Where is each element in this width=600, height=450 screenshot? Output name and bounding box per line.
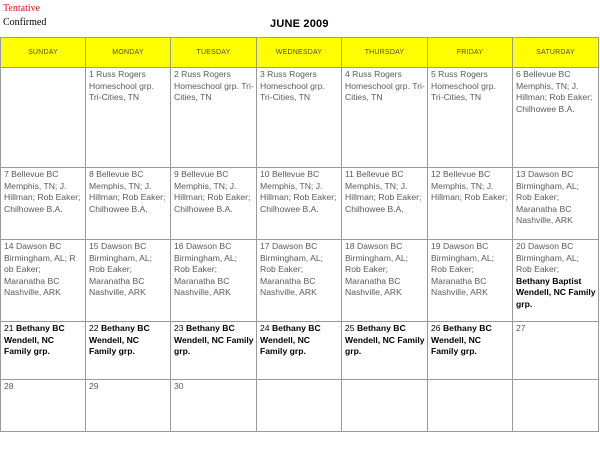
legend-tentative: Tentative [3,3,41,14]
day-cell [428,322,513,380]
day-cell-text: 18 Dawson BC Birmingham, AL; Rob Eaker; Maranatha BC Nashville, ARK [345,241,409,298]
week-row [1,240,599,322]
day-cell-text: 9 Bellevue BC Memphis, TN; J. Hillman; Rob Eaker; Chilhowee B.A. [174,169,251,214]
day-cell-text: 16 Dawson BC Birmingham, AL; Rob Eaker; Maranatha BC Nashville, ARK [174,241,238,298]
day-cell [513,380,599,432]
day-cell-text: Bethany BC Wendell, NC Family grp. [345,323,425,357]
day-cell [513,240,599,322]
day-cell-text: Bethany BC Wendell, NC Family grp. [431,323,492,357]
day-cell-text: 4 Russ Rogers Homeschool grp. Tri-Cities, TN [345,69,425,103]
day-cell-text: 26 [431,323,441,333]
day-cell [342,380,428,432]
day-cell-text: 5 Russ Rogers Homeschool grp. Tri-Cities, TN [431,69,496,103]
day-cell [342,322,428,380]
day-cell [86,322,171,380]
day-cell [1,68,86,168]
weekday-header: TUESDAY [171,38,257,68]
day-cell-text: 23 [174,323,186,333]
week-row [1,380,599,432]
day-cell-text: 20 Dawson BC Birmingham, AL; Rob Eaker; [516,241,580,275]
day-cell-text: Bethany BC Wendell, NC Family grp. [174,323,254,357]
day-cell-text: 11 Bellevue BC Memphis, TN; J. Hillman; Rob Eaker; Chilhowee B.A. [345,169,422,214]
day-cell [257,240,342,322]
day-cell [86,240,171,322]
day-cell [513,322,599,380]
weekday-header: FRIDAY [428,38,513,68]
day-cell [1,168,86,240]
day-cell-text: 3 Russ Rogers Homeschool grp. Tri-Cities, TN [260,69,325,103]
day-cell [428,380,513,432]
day-cell [428,168,513,240]
weekday-header: MONDAY [86,38,171,68]
day-cell [171,240,257,322]
day-cell-text: Chilhowee B.A. [516,103,575,114]
weekday-header-row [1,38,599,68]
day-cell [257,380,342,432]
legend [3,2,46,30]
day-cell [342,240,428,322]
day-cell [1,240,86,322]
weekday-header: SATURDAY [513,38,599,68]
calendar-grid [0,37,599,432]
day-cell [171,380,257,432]
week-row [1,68,599,168]
weekday-header: THURSDAY [342,38,428,68]
day-cell-text: 13 Dawson BC Birmingham, AL; Rob Eaker; Maranatha BC Nashville, ARK [516,169,580,226]
weekday-header: WEDNESDAY [257,38,342,68]
day-cell [342,68,428,168]
day-cell-text: 7 Bellevue BC Memphis, TN; J. Hillman; Rob Eaker; Chilhowee B.A. [4,169,81,214]
day-cell-text: 14 Dawson BC Birmingham, AL; R ob Eaker; Maranatha BC Nashville, ARK [4,241,76,298]
day-cell [1,322,86,380]
day-cell-text: 10 Bellevue BC Memphis, TN; J. Hillman; Rob Eaker; Chilhowee B.A. [260,169,337,214]
day-cell-text: 1 Russ Rogers Homeschool grp. Tri-Cities, TN [89,69,154,103]
day-cell-text: 6 Bellevue BC Memphis, TN; J. Hillman; Rob Eaker; [516,69,593,103]
day-cell [171,68,257,168]
day-cell-text: 12 Bellevue BC Memphis, TN; J. Hillman; Rob Eaker; [431,169,508,203]
day-cell-text: 28 [4,381,14,391]
day-cell [1,380,86,432]
day-cell [342,168,428,240]
day-cell-text: 25 [345,323,355,333]
day-cell [86,68,171,168]
day-cell-text: 19 Dawson BC Birmingham, AL; Rob Eaker; Maranatha BC Nashville, ARK [431,241,495,298]
calendar-title: JUNE 2009 [270,18,329,30]
day-cell-text: 17 Dawson BC Birmingham, AL; Rob Eaker; Maranatha BC Nashville, ARK [260,241,324,298]
day-cell-text: 15 Dawson BC Birmingham, AL; Rob Eaker; Maranatha BC Nashville, ARK [89,241,153,298]
day-cell-text: Bethany BC Wendell, NC Family grp. [4,323,65,357]
day-cell-text: 21 [4,323,14,333]
day-cell [513,168,599,240]
day-cell [513,68,599,168]
legend-confirmed: Confirmed [3,17,47,28]
day-cell [257,168,342,240]
day-cell [86,380,171,432]
day-cell-text: 8 Bellevue BC Memphis, TN; J. Hillman; Rob Eaker; Chilhowee B.A. [89,169,166,214]
day-cell [171,168,257,240]
day-cell [257,68,342,168]
day-cell-text: Bethany BC Wendell, NC Family grp. [89,323,150,357]
day-cell-text: 27 [516,323,526,333]
day-cell [428,240,513,322]
day-cell-text: 29 [89,381,99,391]
week-row [1,322,599,380]
day-cell-text: 22 [89,323,99,333]
day-cell-text: 30 [174,381,184,391]
weekday-header: SUNDAY [1,38,86,68]
day-cell-text: Bethany BC Wendell, NC Family grp. [260,323,321,357]
day-cell-text: 24 [260,323,270,333]
day-cell [428,68,513,168]
day-cell [171,322,257,380]
day-cell-text: Bethany Baptist Wendell, NC Family grp. [516,275,596,309]
day-cell [86,168,171,240]
day-cell [257,322,342,380]
week-row [1,168,599,240]
day-cell-text: 2 Russ Rogers Homeschool grp. Tri-Cities, TN [174,69,254,103]
